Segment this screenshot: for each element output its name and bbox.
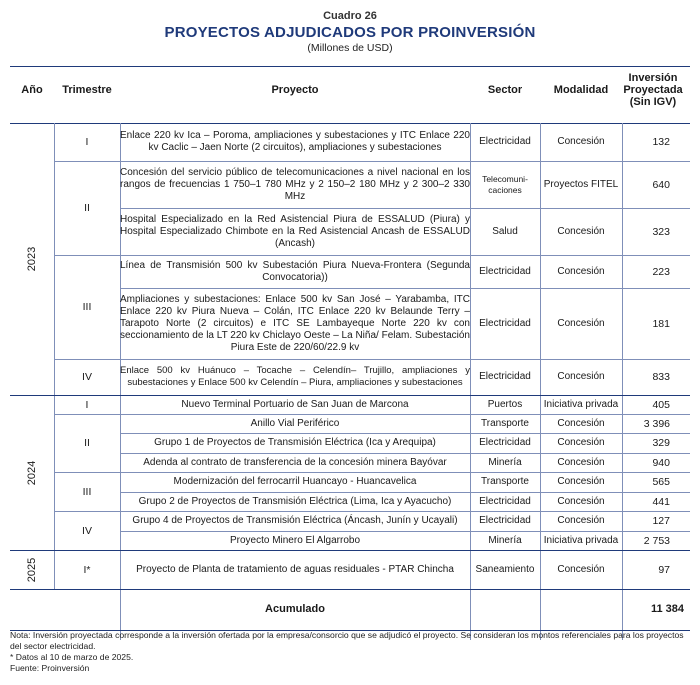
col-header-inversion-line2: Proyectada	[623, 84, 683, 96]
table-row-inversion: 2 753	[643, 534, 670, 547]
col-header-inversion	[616, 66, 690, 114]
note-text: Nota: Inversión proyectada corresponde a la inversión ofertada por la empresa/consorcio que se adjudicó el proyecto. Se consideran los montos referenciales para los proyectos del sector electricidad.	[10, 630, 684, 651]
quarter-label: III	[82, 485, 92, 498]
table-row-inversion: 640	[652, 178, 670, 191]
table-title: PROYECTOS ADJUDICADOS POR PROINVERSIÓN	[164, 24, 536, 41]
table-row-inversion: 223	[652, 265, 670, 278]
table-row-project: Ampliaciones y subestaciones: Enlace 500 kv San José – Yarabamba, ITC Enlace 220 kv Piura Nueva – Colán, ITC Enlace 220 kv Belaunde Terry – Tarapoto Norte (2 circuitos) e ITC SE Lambayeque Norte 220 kv con seccionamiento de la LT 220 kv Chiclayo Oeste – La Niña/ Felam. Subestación Piura Este de 220/60/22.9 kv	[120, 293, 470, 353]
table-row-project: Enlace 500 kv Huánuco – Tocache – Celendín– Trujillo, ampliaciones y subestaciones y Enlace 500 kv Celendín – Piura, ampliaciones y subestaciones	[120, 365, 470, 388]
quarter-label: I	[85, 136, 89, 148]
year-label: 2025	[25, 557, 38, 582]
table-row-modalidad: Concesión	[557, 437, 605, 448]
year-2024	[10, 395, 54, 550]
table-row-modalidad: Iniciativa privada	[543, 534, 619, 546]
table-row-modalidad: Concesión	[557, 456, 605, 468]
table-notes	[10, 630, 690, 674]
table-row-inversion: 97	[658, 563, 670, 576]
table-row-modalidad: Concesión	[557, 515, 605, 526]
col-header-sector: Sector	[487, 84, 523, 96]
table-row-inversion: 329	[652, 437, 670, 449]
table-row-modalidad: Concesión	[557, 225, 605, 237]
table-row-inversion: 127	[652, 515, 670, 527]
note-asterisk: * Datos al 10 de marzo de 2025.	[10, 652, 134, 662]
table-row-sector: Electricidad	[479, 495, 531, 507]
table-row-modalidad: Concesión	[557, 136, 605, 147]
table-row-project: Nuevo Terminal Portuario de San Juan de Marcona	[181, 398, 409, 410]
col-header-proyecto: Proyecto	[271, 84, 319, 96]
table-row-project: Grupo 4 de Proyectos de Transmisión Eléctrica (Áncash, Junín y Ucayali)	[132, 515, 458, 526]
table-row-sector: Telecomuni-caciones	[482, 173, 528, 195]
quarter-label: II	[84, 202, 90, 214]
table-row-modalidad: Concesión	[557, 495, 605, 507]
table-row-inversion: 940	[652, 456, 670, 469]
table-row-project: Proyecto Minero El Algarrobo	[229, 534, 361, 546]
quarter-label: IV	[82, 524, 92, 537]
table-row-sector: Transporte	[481, 417, 529, 429]
table-number: Cuadro 26	[323, 10, 377, 22]
table-row-inversion: 323	[652, 225, 670, 238]
year-label: 2024	[25, 460, 38, 485]
table-row-project: Modernización del ferrocarril Huancayo - Huancavelica	[173, 476, 417, 487]
table-row-modalidad: Concesión	[557, 317, 605, 329]
quarter-label: II	[84, 437, 90, 449]
col-header-trimestre: Trimestre	[62, 84, 112, 96]
table-row-modalidad: Concesión	[557, 371, 605, 382]
table-row-sector: Electricidad	[479, 136, 531, 147]
table-row-inversion: 3 396	[643, 417, 670, 430]
table-row-modalidad: Concesión	[557, 265, 605, 277]
table-row-inversion: 565	[652, 476, 670, 488]
table-row-project: Grupo 2 de Proyectos de Transmisión Eléctrica (Lima, Ica y Ayacucho)	[138, 495, 452, 507]
table-row-modalidad: Proyectos FITEL	[543, 178, 619, 190]
table-row-sector: Minería	[488, 534, 522, 546]
note-source: Fuente: Proinversión	[10, 663, 90, 673]
table-row-project: Hospital Especializado en la Red Asistencial Piura de ESSALUD (Piura) y Hospital Especializado Chimbote en la Red Asistencial Ancash de ESSALUD (Ancash)	[120, 213, 470, 249]
quarter-label: I*	[83, 563, 91, 576]
col-header-modalidad: Modalidad	[553, 84, 609, 96]
table-row-sector: Saneamiento	[475, 563, 535, 575]
table-row-project: Línea de Transmisión 500 kv Subestación Piura Nueva-Frontera (Segunda Convocatoria))	[120, 259, 470, 283]
table-row-project: Adenda al contrato de transferencia de la concesión minera Bayóvar	[143, 456, 447, 468]
col-header-inversion-line1: Inversión	[628, 72, 678, 84]
year-2023	[10, 123, 54, 395]
table-row-project: Anillo Vial Periférico	[250, 417, 340, 429]
table-row-sector: Transporte	[481, 476, 529, 487]
table-row-sector: Electricidad	[479, 515, 531, 526]
col-header-anio: Año	[21, 84, 43, 96]
quarter-label: III	[82, 301, 92, 313]
table-row-sector: Minería	[488, 456, 522, 468]
table-row-inversion: 441	[652, 495, 670, 508]
table-row-inversion: 405	[652, 398, 670, 411]
table-row-project: Enlace 220 kv Ica – Poroma, ampliaciones y subestaciones y ITC Enlace 220 kv Caclic – Jaen Norte (2 circuitos), ampliaciones y subestaciones	[120, 130, 470, 153]
table-row-modalidad: Concesión	[557, 476, 605, 487]
total-label: Acumulado	[265, 603, 325, 615]
total-value: 11 384	[650, 603, 684, 615]
year-label: 2023	[25, 246, 38, 272]
quarter-label: IV	[82, 371, 92, 383]
table-row-sector: Electricidad	[479, 437, 531, 448]
table-row-sector: Puertos	[487, 398, 523, 410]
table-row-modalidad: Concesión	[557, 417, 605, 429]
table-row-inversion: 132	[652, 136, 670, 148]
table-row-inversion: 181	[652, 317, 670, 330]
table-row-sector: Electricidad	[479, 265, 531, 277]
table-row-modalidad: Concesión	[557, 563, 605, 575]
table-row-sector: Electricidad	[479, 371, 531, 382]
col-header-inversion-line3: (Sin IGV)	[629, 96, 677, 108]
table-row-project: Concesión del servicio público de telecomunicaciones a nivel nacional en los rangos de frecuencias 1 750–1 780 MHz y 2 150–2 180 MHz y 2 300–2 330 MHz	[120, 166, 470, 202]
table-row-sector: Electricidad	[479, 317, 531, 329]
table-subtitle: (Millones de USD)	[307, 42, 393, 54]
quarter-label: I	[85, 398, 89, 411]
table-row-inversion: 833	[652, 371, 670, 383]
year-2025	[10, 550, 54, 589]
table-row-project: Grupo 1 de Proyectos de Transmisión Eléctrica (Ica y Arequipa)	[154, 437, 436, 448]
table-row-sector: Salud	[492, 225, 518, 237]
table-row-modalidad: Iniciativa privada	[543, 398, 619, 410]
table-row-project: Proyecto de Planta de tratamiento de aguas residuales - PTAR Chincha	[136, 563, 454, 575]
